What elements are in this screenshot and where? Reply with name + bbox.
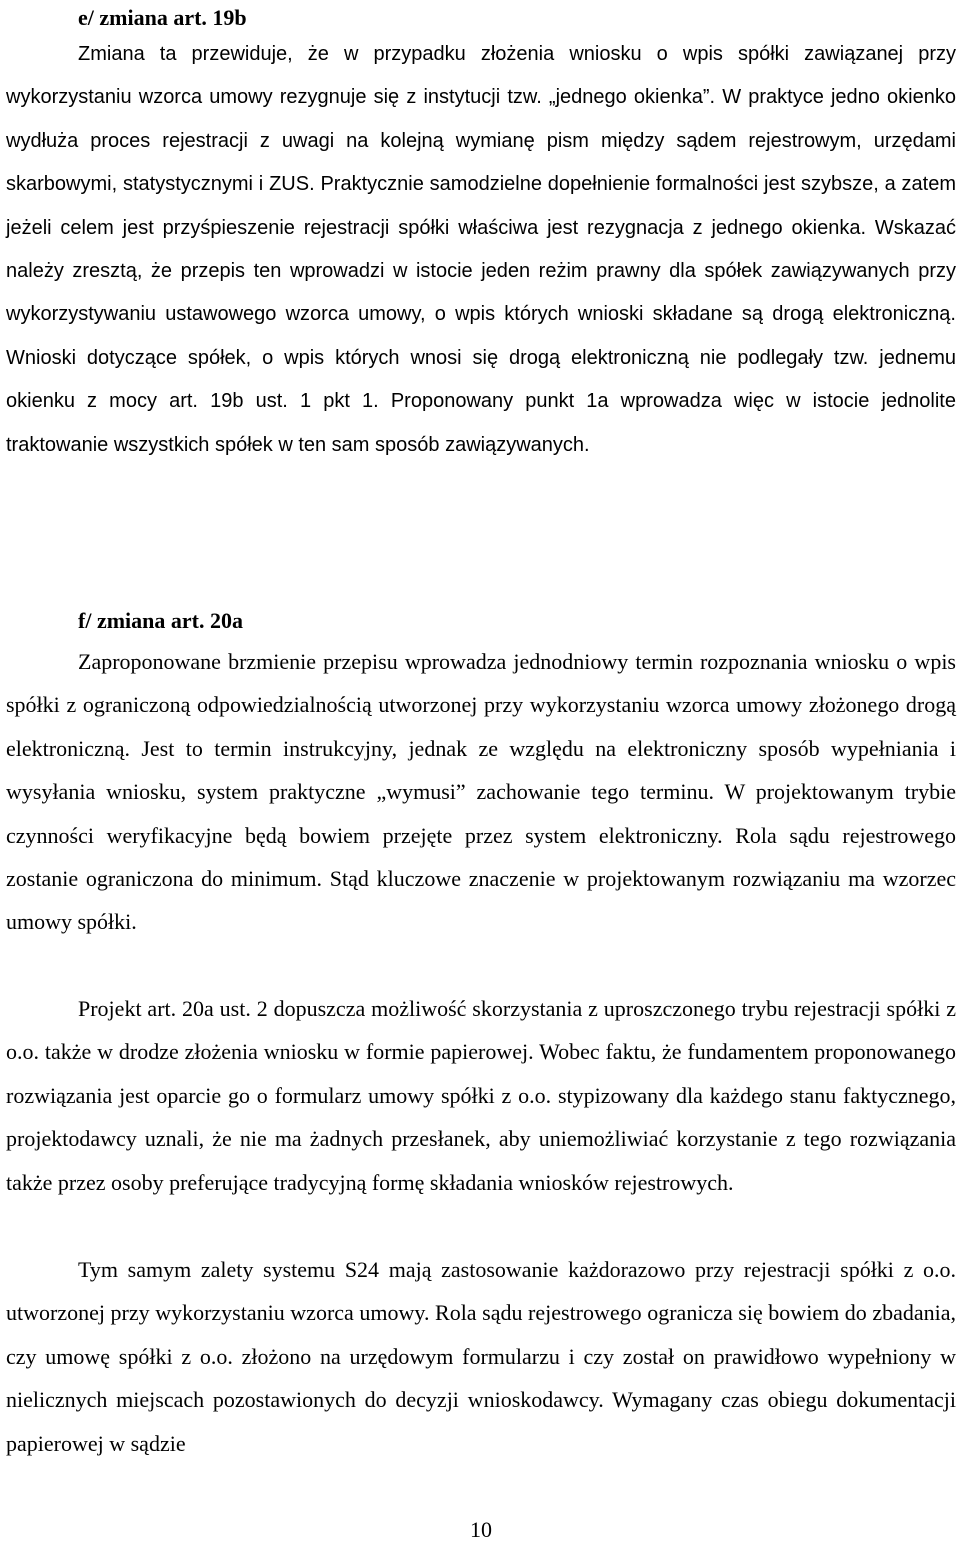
section-e-paragraph: Zmiana ta przewiduje, że w przypadku złożenia wniosku o wpis spółki zawiązanej przy wykorzystaniu wzorca umowy rezygnuje się z instytucji tzw. „jednego okienka”. W praktyce jedno okienko wydłuża proces rejestracji z uwagi na kolejną wymianę pism między sądem rejestrowym, urzędami skarbowymi, statystycznymi i ZUS. Praktycznie samodzielne dopełnienie formalności jest szybsze, a zatem jeżeli celem jest przyśpieszenie rejestracji spółki właściwa jest rezygnacja z jednego okienka. Wskazać należy zresztą, że przepis ten wprowadzi w istocie jeden reżim prawny dla spółek zawiązywanych przy wykorzystywaniu ustawowego wzorca umowy, o wpis których wnioski składane są drogą elektroniczną. Wnioski dotyczące spółek, o wpis których wnosi się drogą elektroniczną nie podlegały tzw. jednemu okienku z mocy art. 19b ust. 1 pkt 1. Proponowany punkt 1a wprowadza więc w istocie jednolite traktowanie wszystkich spółek w ten sam sposób zawiązywanych. xyxy=(6,43,956,456)
section-f-paragraph-2: Projekt art. 20a ust. 2 dopuszcza możliwość skorzystania z uproszczonego trybu rejestracji spółki z o.o. także w drodze złożenia wniosku w formie papierowej. Wobec faktu, że fundamentem proponowanego rozwiązania jest oparcie go o formularz umowy spółki z o.o. stypizowany dla każdego stanu faktycznego, projektodawcy uznali, że nie ma żadnych przesłanek, aby uniemożliwiać korzystanie z tego rozwiązania także przez osoby preferujące tradycyjną formę składania wniosków rejestrowych. xyxy=(6,996,956,1195)
section-f-heading: f/ zmiana art. 20a xyxy=(78,608,243,633)
section-f-paragraph-1: Zaproponowane brzmienie przepisu wprowadza jednodniowy termin rozpoznania wniosku o wpis spółki z ograniczoną odpowiedzialnością utworzonej przy wykorzystaniu wzorca umowy złożonego drogą elektroniczną. Jest to termin instrukcyjny, jednak ze względu na elektroniczny sposób wypełniania i wysyłania wniosku, system praktyczne „wymusi” zachowanie tego terminu. W projektowanym trybie czynności weryfikacyjne będą bowiem przejęte przez system elektroniczny. Rola sądu rejestrowego zostanie ograniczona do minimum. Stąd kluczowe znaczenie w projektowanym rozwiązaniu ma wzorzec umowy spółki. xyxy=(6,649,956,935)
page-number: 10 xyxy=(470,1517,492,1542)
document-page xyxy=(6,0,956,1542)
section-e-heading: e/ zmiana art. 19b xyxy=(78,5,247,30)
section-f-paragraph-3: Tym samym zalety systemu S24 mają zastosowanie każdorazowo przy rejestracji spółki z o.o. utworzonej przy wykorzystaniu wzorca umowy. Rola sądu rejestrowego ogranicza się bowiem do zbadania, czy umowę spółki z o.o. złożono na urzędowym formularzu i czy został on prawidłowo wypełniony w nielicznych miejscach pozostawionych do decyzji wnioskodawcy. Wymagany czas obiegu dokumentacji papierowej w sądzie xyxy=(6,1257,956,1456)
